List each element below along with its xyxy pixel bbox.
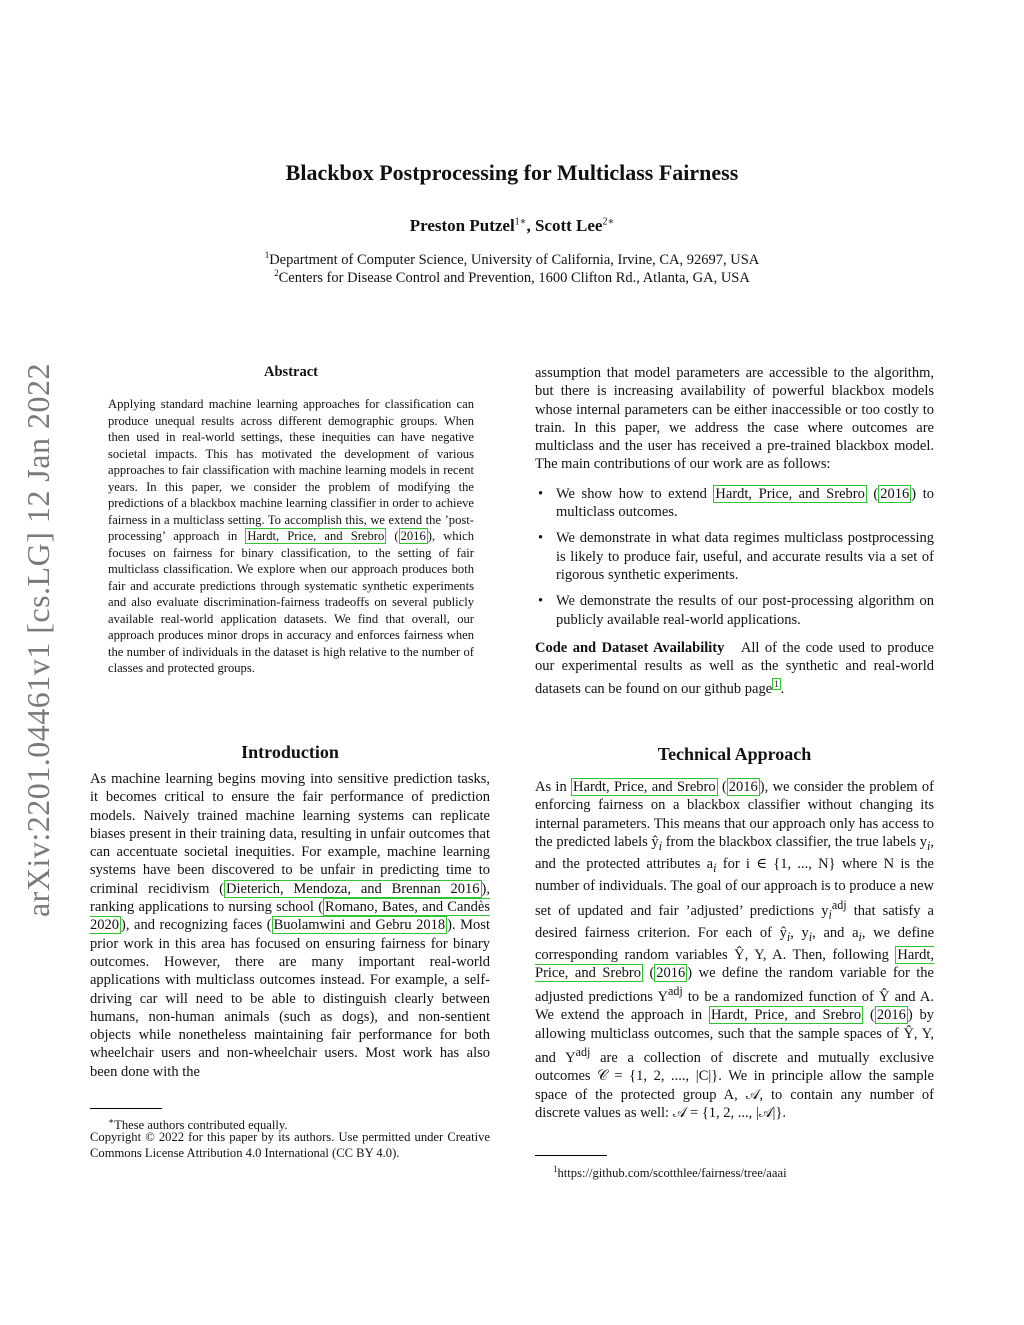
- footnote-rule: [535, 1155, 607, 1156]
- tech-text: , and the protected attributes a: [535, 833, 934, 873]
- tech-text: for i ∈ {1, ..., N} where N is the number of individuals. The goal of our approach is to produce a new set of updated and fair ’adjusted’ predictions y: [535, 856, 934, 919]
- abstract-text: Applying standard machine learning approaches for classification can produce unequal results across different demographic groups. When then used in real-world settings, these inequities can have negative societal impacts. This has motivated the development of various approaches to fair classification with machine learning models in recent years. In this paper, we consider the problem of modifying the predictions of a blackbox machine learning classifier in order to achieve fairness in a multiclass setting. To accomplish this, we extend the ’post-processing’ approach in: [108, 397, 474, 543]
- introduction-body: [90, 770, 490, 1081]
- math-sub: i: [858, 929, 862, 944]
- bullet-icon: •: [538, 530, 544, 547]
- author-sup: 1∗: [514, 216, 527, 228]
- math-sub: i: [786, 929, 791, 944]
- list-item: [535, 529, 934, 584]
- tech-text: As in: [535, 779, 572, 795]
- abstract-text: ), which focuses on fairness for binary classification, to the setting of fair multiclass classification. We explore when our approach produces both fair and accurate predictions through systematic synthetic experiments and also evaluate discrimination-fairness tradeoffs on several publicly available real-world application datasets. We find that overall, our approach produces minor drops in accuracy and enforces fairness when the number of individuals in the dataset is high relative to the number of classes and protected groups.: [108, 529, 474, 675]
- code-availability-heading: Code and Dataset Availability: [535, 639, 725, 656]
- technical-approach-heading: Technical Approach: [657, 744, 812, 764]
- author-name: Scott Lee: [534, 216, 603, 235]
- intro-text: ), ranking applications to nursing school (: [90, 880, 490, 916]
- list-item: [535, 592, 934, 629]
- intro-text: ). Most prior work in this area has focused on ensuring fairness for binary outcomes. However, there are many important real-world applications with multiclass outcomes instead. For example, a self-driving car will need to be able to distinguish clearly between humans, non-human animals (such as dogs), and non-sentient objects while nonetheless maintaining fair performance for both wheelchair users and non-wheelchair users. Most work has also been done with the: [90, 917, 490, 1080]
- math-sub: i: [808, 929, 813, 944]
- cite-sep: (: [386, 529, 399, 543]
- affiliation: [0, 250, 1024, 269]
- list-item: • We show how to extend Hardt, Price, and Srebro ( 2016 ) to multiclass outcomes.: [538, 485, 934, 521]
- tech-text: , and a: [812, 924, 859, 941]
- math-sup: adj: [831, 897, 847, 912]
- footnote-link[interactable]: 1: [774, 679, 779, 690]
- math-sub: i: [713, 860, 717, 875]
- author-sep: ,: [526, 216, 535, 235]
- citation-year-link[interactable]: 2016: [728, 779, 758, 795]
- citation-link[interactable]: Hardt, Price, and Srebro: [710, 1007, 862, 1024]
- contribution-list: [535, 485, 934, 629]
- footnote-text: These authors contributed equally.: [114, 1118, 288, 1133]
- bullet-text: We show how to extend: [556, 485, 714, 502]
- bullet-text: We demonstrate in what data regimes multiclass postprocessing is likely to produce fair, useful, and accurate results via a set of rigorous synthetic experiments.: [556, 530, 934, 583]
- footnote-mark: 1: [553, 1164, 558, 1174]
- tech-text: by allowing multiclass outcomes, such that the sample spaces of Ŷ, Y, and Y: [535, 1007, 934, 1066]
- period: .: [780, 681, 785, 698]
- math-sup: adj: [667, 984, 683, 999]
- citation-year-link[interactable]: 2016: [876, 1007, 906, 1024]
- author-list: [0, 216, 1024, 236]
- citation-year-link[interactable]: 2016: [880, 485, 910, 502]
- bullet-text: to multiclass outcomes.: [556, 485, 934, 521]
- author-name: Preston Putzel: [409, 216, 515, 235]
- affiliation-sup: 2: [274, 268, 279, 278]
- citation-link[interactable]: Buolamwini and Gebru 2018: [273, 917, 446, 934]
- affiliation: [0, 268, 1024, 287]
- tech-text: , we define corresponding random variables Ŷ, Y, A. Then, following: [535, 924, 935, 963]
- citation-link[interactable]: Hardt, Price, and Srebro: [573, 779, 716, 795]
- tech-text: that satisfy a desired fairness criterion. For each of ŷ: [535, 902, 934, 941]
- code-availability-paragraph: [535, 639, 934, 699]
- citation-link[interactable]: Hardt, Price, and Srebro: [535, 946, 934, 982]
- copyright-notice: Copyright © 2022 for this paper by its authors. Use permitted under Creative Commons License Attribution 4.0 International (CC BY 4.0).: [90, 1130, 490, 1160]
- citation-link[interactable]: Dieterich, Mendoza, and Brennan 2016: [226, 880, 480, 897]
- technical-approach-body: As in Hardt, Price, and Srebro ( 2016 ), we consider the problem of enforcing fairness on a blackbox classifier without changing its internal parameters. This means that our approach only has access to the predicted labels $ŷ_i$ from the blackbox classifier, the true labels $y_i$, and the protected attributes $a_i$ for i ∈ {1, ..., N} where N is the number of individuals. The goal of our approach is to produce a new set of updated and fair ’adjusted’ predictions $y_i^{adj}$ that satisfy a desired fairness criterion. For each of $ŷ_i$, $y_i$, and $a_i$, we define corresponding random variables Ŷ, Y, A. Then, following Hardt, Price, and Srebro ( 2016 ) we define the random variable for the adjusted predictions $Y^{adj}$ to be a randomized function of Ŷ and A. We extend the approach in Hardt, Price, and Srebro ( 2016 ) by allowing multiclass outcomes, such that the sample spaces of Ŷ, Y, and $Y^{adj}$ are a collection of discrete and mutually exclusive outcomes 𝒞 = {1, 2, ...., |C|}. We in principle allow the sample space of the protected group A, 𝒜, to contain any number of discrete values as well: 𝒜 = {1, 2, ..., |𝒜|}.: [535, 779, 935, 1121]
- tech-text: ), we consider the problem of enforcing fairness on a blackbox classifier without changing its internal parameters. This means that our approach only has access to the predicted labels ŷ: [535, 779, 934, 850]
- tech-text: from the blackbox classifier, the true labels y: [662, 833, 928, 850]
- contribution-section: [535, 364, 934, 699]
- citation-year-link[interactable]: 2016: [400, 529, 426, 543]
- citation-link[interactable]: Romano, Bates, and Candès 2020: [90, 899, 490, 934]
- intro-text: ), and recognizing faces (: [121, 917, 272, 934]
- introduction-heading: Introduction: [241, 742, 339, 762]
- math-sup: adj: [575, 1045, 591, 1060]
- intro-text: As machine learning begins moving into sensitive prediction tasks, it becomes critical to ensure the fair performance of prediction models. Naively trained machine learning systems can replicate biases present in their training data, resulting in unfair outcomes that can accentuate societal inequities. For example, machine learning systems have been discovered to be unfair in predicting time to criminal recidivism (: [90, 771, 490, 897]
- affiliation-text: Centers for Disease Control and Prevention, 1600 Clifton Rd., Atlanta, GA, USA: [278, 269, 750, 286]
- affiliation-sup: 1: [264, 250, 270, 260]
- paper-title: Blackbox Postprocessing for Multiclass Fairness: [285, 160, 739, 185]
- author-sup: 2∗: [602, 216, 615, 228]
- bullet-icon: •: [538, 485, 544, 502]
- bullet-text: We demonstrate the results of our post-processing algorithm on publicly available real-world applications.: [556, 593, 934, 628]
- tech-text: we define the random variable for the adjusted predictions Y: [535, 965, 934, 1006]
- code-availability-text: All of the code used to produce our experimental results as well as the synthetic and real-world datasets can be found on our github page: [535, 639, 934, 698]
- bullet-icon: •: [538, 593, 544, 610]
- citation-year-link[interactable]: 2016: [656, 965, 686, 982]
- citation-link[interactable]: Hardt, Price, and Srebro: [715, 485, 865, 502]
- intro-continuation: assumption that model parameters are accessible to the algorithm, but there is increasing availability of powerful blackbox models whose internal parameters can be either inaccessible or too costly to train. In this paper, we address the case where outcomes are multiclass and the user has received a pre-trained blackbox model. The main contributions of our work are as follows:: [535, 365, 934, 473]
- abstract-heading: Abstract: [264, 364, 318, 380]
- tech-text: , y: [790, 924, 809, 941]
- math-sub: i: [658, 838, 663, 853]
- tech-text: are a collection of discrete and mutually exclusive outcomes 𝒞 = {1, 2, ...., |C|}. We in principle allow the sample space of the protected group A, 𝒜, to contain any number of discrete values as well: 𝒜 = {1, 2, ..., |𝒜|}.: [535, 1049, 934, 1121]
- tech-text: to be a randomized function of Ŷ and A. We extend the approach in: [535, 989, 935, 1024]
- footnote-mark: ∗: [108, 1116, 115, 1126]
- footnote-rule: [90, 1108, 162, 1109]
- github-url-link[interactable]: https://github.com/scotthlee/fairness/tree/aaai: [557, 1166, 787, 1181]
- math-sub: i: [927, 838, 931, 853]
- citation-link[interactable]: Hardt, Price, and Srebro: [247, 529, 385, 543]
- affiliation-text: Department of Computer Science, University of California, Irvine, CA, 92697, USA: [269, 251, 760, 268]
- arxiv-identifier: arXiv:2201.04461v1 [cs.LG] 12 Jan 2022: [20, 362, 56, 918]
- footnote-url: [535, 1161, 934, 1181]
- math-sub: i: [828, 907, 832, 922]
- abstract-body: [108, 396, 474, 677]
